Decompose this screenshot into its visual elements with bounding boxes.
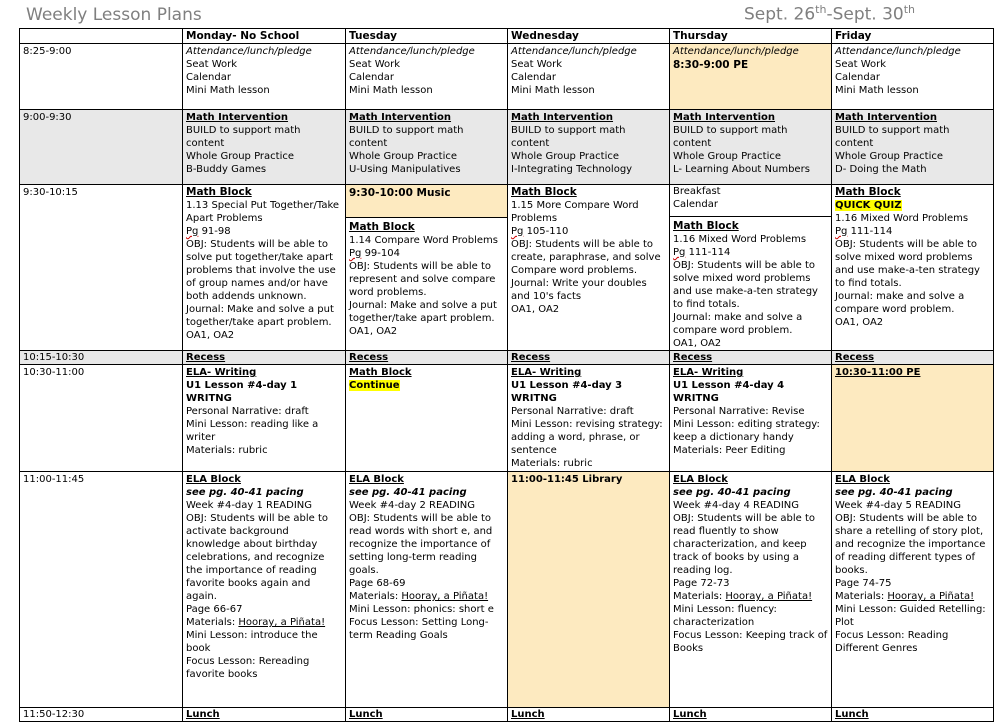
cell-thu-r6: ELA Block see pg. 40-41 pacing Week #4-day 4 READING OBJ: Students will be able to read fluently to show characterization, and keep track of books by using a reading log. Page 72-73 Materials: Hooray, a Piñata! Mini Lesson: fluency: characterization Focus Lesson: Keeping track of Books [670, 472, 832, 708]
cell-mon-r3: Math Block 1.13 Special Put Together/Take Apart Problems Pg 91-98 OBJ: Students will be able to solve put together/take apart problems that involve the use of group names and/or have both addends unknown. Journal: Make and solve a put together/take apart problem. OA1, OA2 [183, 185, 346, 351]
cell-wed-r5: ELA- Writing U1 Lesson #4-day 3 WRITNG Personal Narrative: draft Mini Lesson: revising strategy: adding a word, phrase, or sentence Materials: rubric [508, 365, 670, 472]
cell-tue-r1: Attendance/lunch/pledge Seat Work Calendar Mini Math lesson [346, 44, 508, 110]
time-cell: 8:25-9:00 [20, 44, 183, 110]
day-wednesday: Wednesday [508, 29, 670, 44]
table-row [20, 110, 994, 185]
cell-fri-r7: Lunch [832, 708, 994, 722]
day-thursday: Thursday [670, 29, 832, 44]
music-block: 9:30-10:00 Music [346, 185, 507, 217]
cell-fri-r6: ELA Block see pg. 40-41 pacing Week #4-day 5 READING OBJ: Students will be able to share a retelling of story plot, and recognize the importance of reading different types of books. Page 74-75 Materials: Hooray, a Piñata! Mini Lesson: Guided Retelling: Plot Focus Lesson: Reading Different Genres [832, 472, 994, 708]
cell-tue-r4: Recess [346, 351, 508, 365]
time-cell: 9:30-10:15 [20, 185, 183, 351]
time-cell: 11:50-12:30 [20, 708, 183, 722]
cell-mon-r1: Attendance/lunch/pledge Seat Work Calendar Mini Math lesson [183, 44, 346, 110]
day-tuesday: Tuesday [346, 29, 508, 44]
cell-thu-r5: ELA- Writing U1 Lesson #4-day 4 WRITNG Personal Narrative: Revise Mini Lesson: editing strategy: keep a dictionary handy Materials: Peer Editing [670, 365, 832, 472]
cell-wed-r7: Lunch [508, 708, 670, 722]
cell-thu-r1: Attendance/lunch/pledge 8:30-9:00 PE [670, 44, 832, 110]
cell-mon-r2: Math Intervention BUILD to support math content Whole Group Practice B-Buddy Games [183, 110, 346, 185]
day-friday: Friday [832, 29, 994, 44]
cell-wed-r2: Math Intervention BUILD to support math content Whole Group Practice I-Integrating Technology [508, 110, 670, 185]
day-monday: Monday- No School [183, 29, 346, 44]
continue-highlight: Continue [349, 380, 400, 391]
cell-tue-r2: Math Intervention BUILD to support math content Whole Group Practice U-Using Manipulatives [346, 110, 508, 185]
day-header-row [20, 29, 994, 44]
cell-wed-r6: 11:00-11:45 Library [508, 472, 670, 708]
table-row [20, 351, 994, 365]
table-row [20, 365, 994, 472]
cell-tue-r3: 9:30-10:00 Music Math Block 1.14 Compare Word Problems Pg 99-104 OBJ: Students will be able to represent and solve compare word problems. Journal: Make and solve a put together/take apart problem. OA1, OA2 [346, 185, 508, 351]
page-title: Weekly Lesson Plans [26, 5, 202, 25]
cell-tue-r6: ELA Block see pg. 40-41 pacing Week #4-day 2 READING OBJ: Students will be able to read words with short e, and recognize the importance of setting long-term reading goals. Page 68-69 Materials: Hooray, a Piñata! Mini Lesson: phonics: short e Focus Lesson: Setting Long-term Reading Goals [346, 472, 508, 708]
cell-fri-r3: Math Block QUICK QUIZ 1.16 Mixed Word Problems Pg 111-114 OBJ: Students will be able to solve mixed word problems and use make-a-ten strategy to find totals. Journal: make and solve a compare word problem. OA1, OA2 [832, 185, 994, 351]
cell-thu-r3: Breakfast Calendar Math Block 1.16 Mixed Word Problems Pg 111-114 OBJ: Students will be able to solve mixed word problems and use make-a-ten strategy to find totals. Journal: make and solve a compare word problem. OA1, OA2 [670, 185, 832, 351]
time-cell: 11:00-11:45 [20, 472, 183, 708]
cell-fri-r4: Recess [832, 351, 994, 365]
cell-tue-r7: Lunch [346, 708, 508, 722]
cell-wed-r4: Recess [508, 351, 670, 365]
table-row [20, 44, 994, 110]
cell-thu-r4: Recess [670, 351, 832, 365]
cell-wed-r3: Math Block 1.15 More Compare Word Problems Pg 105-110 OBJ: Students will be able to create, paraphrase, and solve Compare word problems. Journal: Write your doubles and 10's facts OA1, OA2 [508, 185, 670, 351]
lesson-plan-table [19, 28, 994, 722]
table-row [20, 185, 994, 351]
cell-wed-r1: Attendance/lunch/pledge Seat Work Calendar Mini Math lesson [508, 44, 670, 110]
cell-fri-r1: Attendance/lunch/pledge Seat Work Calendar Mini Math lesson [832, 44, 994, 110]
time-cell: 10:30-11:00 [20, 365, 183, 472]
cell-mon-r6: ELA Block see pg. 40-41 pacing Week #4-day 1 READING OBJ: Students will be able to activate background knowledge about birthday celebrations, and recognize the importance of reading favorite books again and again. Page 66-67 Materials: Hooray, a Piñata! Mini Lesson: introduce the book Focus Lesson: Rereading favorite books [183, 472, 346, 708]
cell-fri-r5: 10:30-11:00 PE [832, 365, 994, 472]
cell-thu-r2: Math Intervention BUILD to support math content Whole Group Practice L- Learning About Numbers [670, 110, 832, 185]
table-row [20, 708, 994, 722]
cell-tue-r5: Math Block Continue [346, 365, 508, 472]
cell-mon-r7: Lunch [183, 708, 346, 722]
cell-fri-r2: Math Intervention BUILD to support math content Whole Group Practice D- Doing the Math [832, 110, 994, 185]
quick-quiz-highlight: QUICK QUIZ [835, 200, 902, 211]
cell-mon-r4: Recess [183, 351, 346, 365]
cell-thu-r7: Lunch [670, 708, 832, 722]
table-row [20, 472, 994, 708]
time-cell: 9:00-9:30 [20, 110, 183, 185]
cell-mon-r5: ELA- Writing U1 Lesson #4-day 1 WRITNG Personal Narrative: draft Mini Lesson: reading like a writer Materials: rubric [183, 365, 346, 472]
time-header [20, 29, 183, 44]
time-cell: 10:15-10:30 [20, 351, 183, 365]
date-range: Sept. 26th-Sept. 30th [744, 3, 916, 25]
